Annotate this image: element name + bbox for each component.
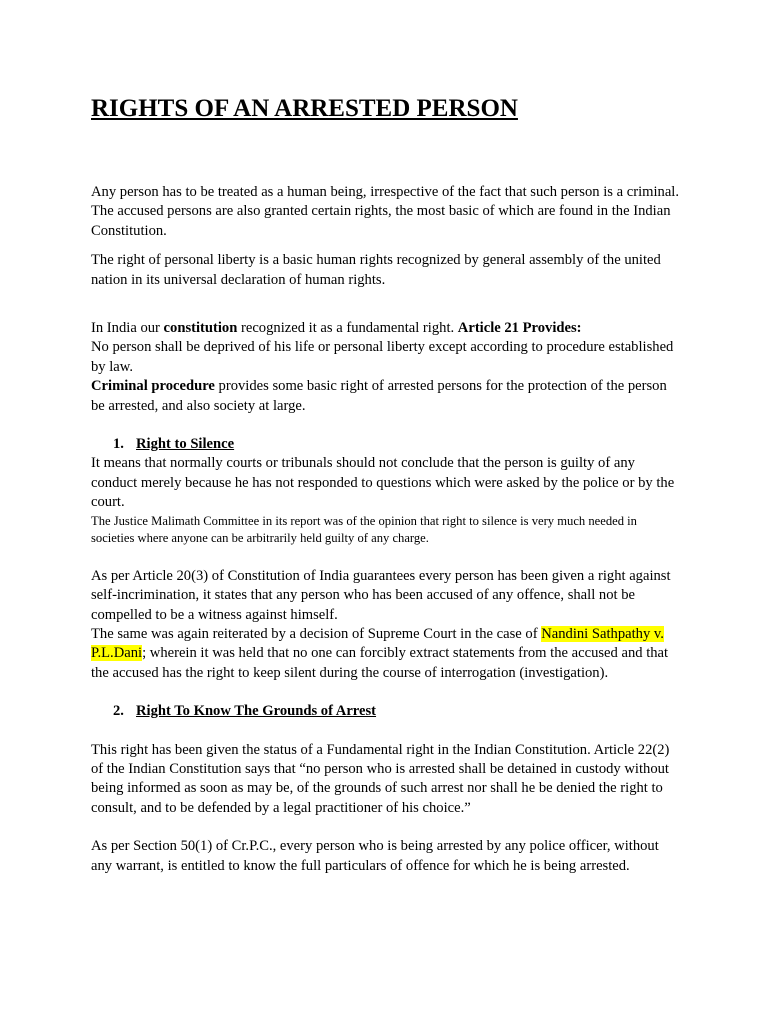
constitution-bold-text: constitution [163,320,238,337]
section2-paragraph-2: As per Section 50(1) of Cr.P.C., every person who is being arrested by any police officer, without any warrant, is entitled to know the full particulars of offence for which he is being arrested. [91,838,659,874]
india-constitution-paragraph [91,319,681,338]
section2-number: 2. [113,703,124,720]
document-page [91,94,681,876]
article21-bold-text: Article 21 Provides: [457,320,582,337]
section1-malimath-note: The Justice Malimath Committee in its report was of the opinion that right to silence is very much needed in societies where anyone can be arbitrarily held guilty of any charge. [91,513,637,546]
section2-heading [91,702,681,721]
document-title: RIGHTS OF AN ARRESTED PERSON [91,95,518,122]
section1-case-paragraph [91,625,681,683]
india-mid-text: recognized it as a fundamental right. [237,320,458,337]
intro-paragraph-2: The right of personal liberty is a basic human rights recognized by general assembly of the united nation in its universal declaration of human rights. [91,252,661,288]
section1-heading-text: Right to Silence [136,436,235,453]
criminal-procedure-text: provides some basic right of arrested persons for the protection of the person be arrested, and also society at large. [91,378,667,414]
intro-paragraph-1: Any person has to be treated as a human being, irrespective of the fact that such person is a criminal. The accused persons are also granted certain rights, the most basic of which are found in the Indian Constitution. [91,184,680,239]
section2-paragraph-1: This right has been given the status of a Fundamental right in the Indian Constitution. Article 22(2) of the Indian Constitution says that “no person who is arrested shall be detained in custody without being informed as soon as may be, of the grounds of such arrest nor shall he be denied the right to consult, and to be defended by a legal practitioner of his choice.” [91,741,670,816]
section1-case-tail: ; wherein it was held that no one can forcibly extract statements from the accused and that the accused has the right to keep silent during the course of interrogation (investigation). [91,645,669,681]
india-lead-text: In India our [91,320,164,337]
criminal-procedure-bold-text: Criminal procedure [91,378,215,395]
section1-paragraph-1: It means that normally courts or tribunals should not conclude that the person is guilty of any conduct merely because he has not responded to questions which were asked by the police or by the court. [91,455,675,511]
criminal-procedure-paragraph [91,377,681,416]
section2-heading-text: Right To Know The Grounds of Arrest [136,703,377,720]
section1-case-lead: The same was again reiterated by a decision of Supreme Court in the case of [91,625,542,642]
section1-paragraph-3: As per Article 20(3) of Constitution of India guarantees every person has been given a right against self-incrimination, it states that any person who has been accused of any offence, shall not be compelled to be a witness against himself. [91,567,671,623]
section1-heading [91,435,681,454]
article21-text: No person shall be deprived of his life or personal liberty except according to procedure established by law. [91,339,674,375]
highlighted-case-name: Nandini Sathpathy v. P.L.Dani [91,625,664,662]
section1-number: 1. [113,436,124,453]
